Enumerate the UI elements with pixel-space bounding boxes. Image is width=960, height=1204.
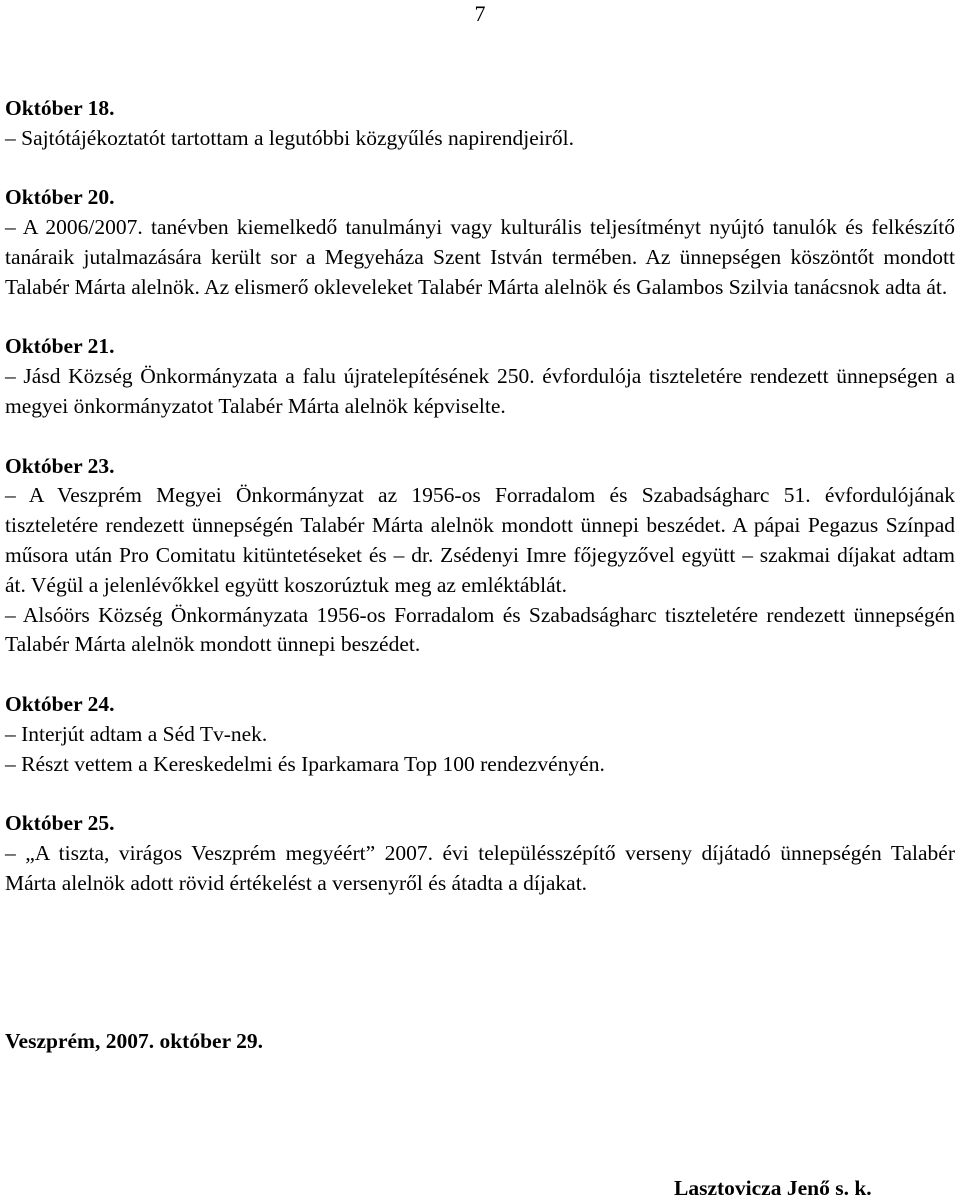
entry-item: – A Veszprém Megyei Önkormányzat az 1956-os Forradalom és Szabadságharc 51. évfordulójának tiszteletére rendezett ünnepségén Talabér Márta alelnök mondott ünnepi beszédet. A pápai Pegazus Színpad műsora után Pro Comitatu kitüntetéseket és – dr. Zsédenyi Imre főjegyzővel együtt – szakmai díjakat adtam át. Végül a jelenlévőkkel együtt koszorúztuk meg az emléktáblát. [5, 483, 955, 597]
report-body [5, 94, 955, 928]
entry-date: Október 25. [5, 811, 115, 836]
entry-item: – A 2006/2007. tanévben kiemelkedő tanulmányi vagy kulturális teljesítményt nyújtó tanulók és felkészítő tanáraik jutalmazására került sor a Megyeháza Szent István termében. Az ünnepségen köszöntőt mondott Talabér Márta alelnök. Az elismerő okleveleket Talabér Márta alelnök és Galambos Szilvia tanácsnok adta át. [5, 215, 955, 299]
entry-oct-25 [5, 809, 955, 898]
entry-date: Október 24. [5, 691, 115, 716]
entry-item: – Jásd Község Önkormányzata a falu újratelepítésének 250. évfordulója tiszteletére rendezett ünnepségen a megyei önkormányzatot Talabér Márta alelnök képviselte. [5, 364, 955, 418]
entry-item: – „A tiszta, virágos Veszprém megyéért” 2007. évi településszépítő verseny díjátadó ünnepségén Talabér Márta alelnök adott rövid értékelést a versenyről és átadta a díjakat. [5, 840, 955, 895]
entry-item: – Sajtótájékoztatót tartottam a legutóbbi közgyűlés napirendjeiről. [5, 125, 574, 150]
entry-date: Október 20. [5, 185, 115, 210]
entry-oct-24 [5, 690, 955, 779]
signature: Lasztovicza Jenő s. k. [674, 1176, 872, 1200]
entry-oct-21 [5, 332, 955, 421]
entry-oct-20 [5, 183, 955, 302]
entry-oct-23 [5, 452, 955, 661]
entry-item: – Interjút adtam a Séd Tv-nek. [5, 721, 268, 746]
place-and-date: Veszprém, 2007. október 29. [5, 1029, 263, 1053]
entry-date: Október 23. [5, 453, 115, 478]
page-number: 7 [474, 1, 486, 26]
entry-item: – Alsóörs Község Önkormányzata 1956-os Forradalom és Szabadságharc tiszteletére rendezett ünnepségén Talabér Márta alelnök mondott ünnepi beszédet. [5, 602, 955, 657]
entry-date: Október 18. [5, 96, 115, 120]
entry-oct-18 [5, 94, 955, 154]
entry-item: – Részt vettem a Kereskedelmi és Iparkamara Top 100 rendezvényén. [5, 751, 605, 776]
entry-date: Október 21. [5, 334, 115, 359]
